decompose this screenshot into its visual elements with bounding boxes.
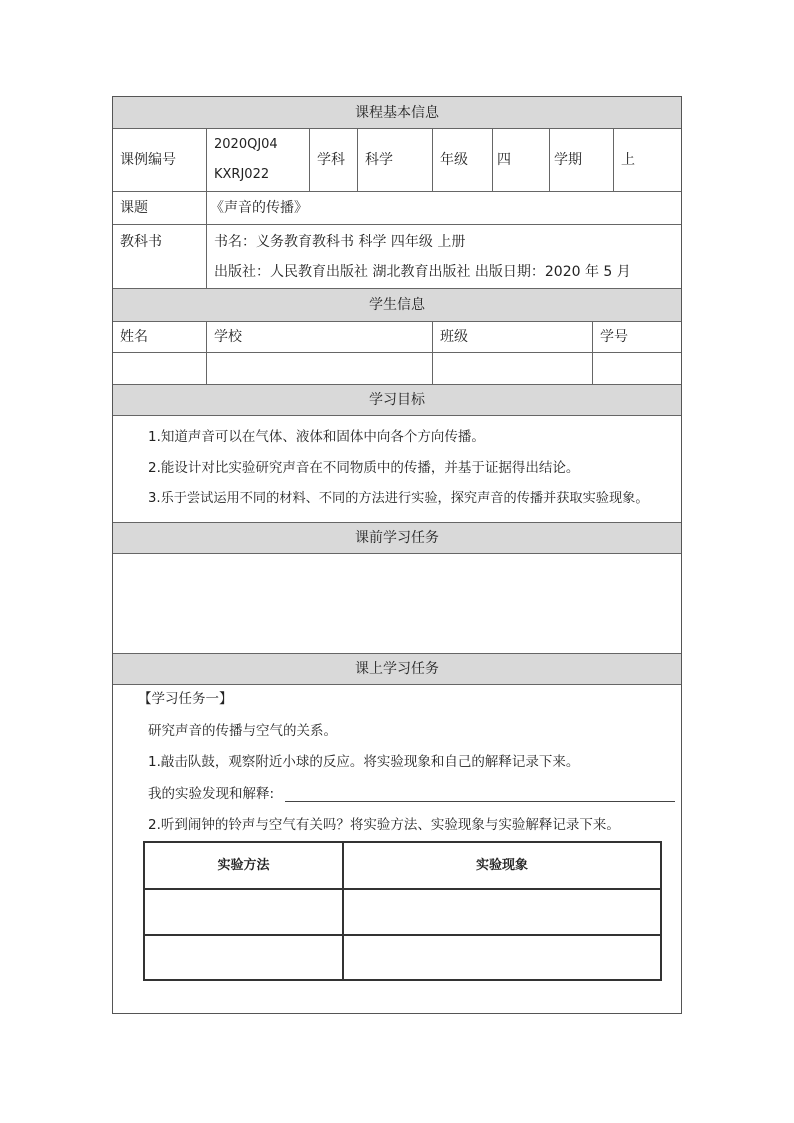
code-label: 课例编号 xyxy=(120,152,176,168)
student-label-row xyxy=(113,322,681,353)
phenomenon-cell[interactable] xyxy=(344,936,660,979)
code-line-2: KXRJ022 xyxy=(214,167,270,182)
finding-answer-line[interactable] xyxy=(285,801,675,802)
pre-task-area[interactable] xyxy=(113,554,681,654)
table-row xyxy=(145,936,660,979)
subject-label: 学科 xyxy=(317,152,345,168)
method-cell[interactable] xyxy=(145,890,344,934)
method-header-cell xyxy=(145,843,344,888)
task-question-2: 2.听到闹钟的铃声与空气有关吗？将实验方法、实验现象与实验解释记录下来。 xyxy=(148,817,620,833)
table-header-row xyxy=(145,843,660,890)
section-title: 课前学习任务 xyxy=(355,530,439,546)
code-label-cell xyxy=(113,129,207,191)
grade-label-cell xyxy=(433,129,493,191)
id-label-cell xyxy=(593,322,681,352)
topic-value: 《声音的传播》 xyxy=(210,200,308,216)
section-title: 学习目标 xyxy=(369,392,425,408)
grade-label: 年级 xyxy=(440,152,468,168)
objective-item: 3.乐于尝试运用不同的材料、不同的方法进行实验，探究声音的传播并获取实验现象。 xyxy=(148,491,649,506)
subject-label-cell xyxy=(310,129,358,191)
textbook-label-cell xyxy=(113,225,207,288)
id-field[interactable] xyxy=(593,353,681,384)
task-heading: 【学习任务一】 xyxy=(138,691,233,707)
code-line-1: 2020QJ04 xyxy=(214,137,278,152)
phenomenon-header-cell xyxy=(344,843,660,888)
name-field[interactable] xyxy=(113,353,207,384)
grade-value: 四 xyxy=(497,152,511,168)
topic-row xyxy=(113,192,681,225)
method-header: 实验方法 xyxy=(217,858,270,873)
term-label: 学期 xyxy=(554,152,582,168)
textbook-title: 书名：义务教育教科书 科学 四年级 上册 xyxy=(214,234,466,250)
section-header-student xyxy=(113,289,681,322)
task-intro: 研究声音的传播与空气的关系。 xyxy=(148,723,337,739)
experiment-table xyxy=(143,841,662,981)
phenomenon-header: 实验现象 xyxy=(475,858,528,873)
subject-value: 科学 xyxy=(365,152,393,168)
task-question-1: 1.敲击队鼓，观察附近小球的反应。将实验现象和自己的解释记录下来。 xyxy=(148,754,580,770)
phenomenon-cell[interactable] xyxy=(344,890,660,934)
section-title: 课上学习任务 xyxy=(355,661,439,677)
course-code-row xyxy=(113,129,681,192)
student-value-row xyxy=(113,353,681,385)
textbook-label: 教科书 xyxy=(120,234,162,250)
section-header-in-class-task xyxy=(113,654,681,685)
textbook-row xyxy=(113,225,681,289)
finding-label: 我的实验发现和解释: xyxy=(148,786,275,802)
textbook-publisher: 出版社：人民教育出版社 湖北教育出版社 出版日期：2020 年 5 月 xyxy=(214,264,631,280)
name-label: 姓名 xyxy=(120,329,148,345)
objectives-body xyxy=(113,416,681,523)
class-label-cell xyxy=(433,322,593,352)
term-value: 上 xyxy=(621,152,635,168)
lesson-sheet xyxy=(112,96,682,1014)
subject-value-cell xyxy=(358,129,433,191)
term-label-cell xyxy=(550,129,614,191)
topic-value-cell xyxy=(207,192,681,224)
method-cell[interactable] xyxy=(145,936,344,979)
section-title: 学生信息 xyxy=(369,297,425,313)
objective-item: 1.知道声音可以在气体、液体和固体中向各个方向传播。 xyxy=(148,429,485,445)
grade-value-cell xyxy=(493,129,550,191)
topic-label: 课题 xyxy=(120,200,148,216)
section-header-objectives xyxy=(113,385,681,416)
code-value-cell xyxy=(207,129,310,191)
school-label-cell xyxy=(207,322,433,352)
textbook-value-cell xyxy=(207,225,681,288)
section-header-basic xyxy=(113,97,681,129)
name-label-cell xyxy=(113,322,207,352)
school-field[interactable] xyxy=(207,353,433,384)
topic-label-cell xyxy=(113,192,207,224)
class-field[interactable] xyxy=(433,353,593,384)
school-label: 学校 xyxy=(214,329,242,345)
objective-item: 2.能设计对比实验研究声音在不同物质中的传播，并基于证据得出结论。 xyxy=(148,460,580,476)
id-label: 学号 xyxy=(600,329,628,345)
term-value-cell xyxy=(614,129,681,191)
section-title: 课程基本信息 xyxy=(355,105,439,121)
class-label: 班级 xyxy=(440,329,468,345)
section-header-pre-task xyxy=(113,523,681,554)
table-row xyxy=(145,890,660,936)
